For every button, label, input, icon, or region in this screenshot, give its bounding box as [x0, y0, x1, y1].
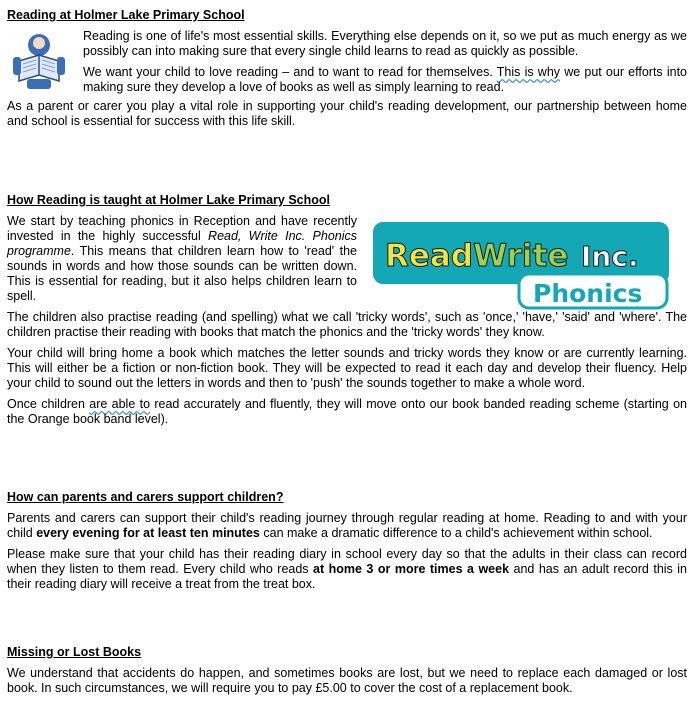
intro-block [7, 29, 687, 101]
text-run: Parents and carers can support their child's reading journey through regular reading at home. Reading to and with your child [7, 511, 687, 540]
text-run-italic: Read, Write Inc. Phonics programme [7, 229, 357, 258]
paragraph [7, 547, 687, 592]
paragraph [83, 65, 687, 95]
child-reading-icon [7, 31, 71, 91]
paragraph: Your child will bring home a book which matches the letter sounds and tricky words they know or are currently learning. This will either be a fiction or non-fiction book. They will be expected to read it each day and develop their fluency. Help your child to sound out the letters in words and then to 'push' the sounds together to make a whole word. [7, 346, 687, 390]
text-run: We want your child to love reading – and to want to read for themselves. [83, 65, 497, 79]
logo-word-phonics: Phonics [533, 279, 643, 308]
text-run-bold: every evening for at least ten minutes [36, 526, 260, 540]
read-write-inc-logo [371, 220, 671, 310]
text-run-underlined: are able to [89, 397, 151, 411]
paragraph: We understand that accidents do happen, and sometimes books are lost, but we need to replace each damaged or lost book. In such circumstances, we will require you to pay £5.00 to cover the cost of a replacement book. [7, 666, 687, 695]
logo-word-write: Write [473, 238, 569, 274]
section-how-reading-is-taught [7, 193, 687, 433]
text-run: read accurately and fluently, they will move onto our book banded reading scheme (starting on the Orange book band level). [7, 397, 687, 426]
logo-word-read: Read [385, 238, 474, 274]
section-heading: Missing or Lost Books [7, 645, 142, 659]
rwi-block [7, 214, 687, 310]
section-reading-at-school [7, 8, 687, 135]
text-run: We start by teaching phonics in Reception and have recently invested in the highly successful [7, 214, 357, 243]
text-run-underlined: This is why [496, 65, 561, 79]
text-run: we put our efforts into making sure they develop a love of books as well as simply learning to read. [83, 65, 687, 94]
text-run: can make a dramatic difference to a child's achievement within school. [259, 526, 653, 540]
text-run: Once children [7, 397, 90, 411]
section-heading: How can parents and carers support children? [7, 490, 284, 504]
section-missing-books [7, 645, 687, 702]
paragraph [7, 511, 687, 541]
paragraph [7, 214, 357, 304]
paragraph: Reading is one of life's most essential skills. Everything else depends on it, so we put as much energy as we possibly can into making sure that every single child learns to read as quickly as possible. [83, 29, 687, 58]
paragraph: As a parent or carer you play a vital role in supporting your child's reading development, our partnership between home and school is essential for success with this life skill. [7, 99, 687, 128]
logo-word-inc: Inc. [581, 240, 639, 273]
section-heading: Reading at Holmer Lake Primary School [7, 8, 245, 22]
text-run: Please make sure that your child has their reading diary in school every day so that the adults in their class can record when they listen to them read. Every child who reads [7, 547, 687, 576]
paragraph: The children also practise reading (and spelling) what we call 'tricky words', such as 'once,' 'have,' 'said' and 'where'. The children practise their reading with books that match the phonics and the 'tricky words' they know. [7, 310, 687, 339]
text-run-bold: at home 3 or more times a week [313, 562, 510, 576]
paragraph [7, 397, 687, 427]
text-run: . This means that children learn how to 'read' the sounds in words and how those sounds can be written down. This is essential for reading, but it also helps children learn to spell. [7, 244, 357, 303]
intro-text [83, 29, 687, 101]
text-run: and has an adult record this in their reading diary will receive a treat from the treat box. [7, 562, 687, 591]
section-parent-support [7, 490, 687, 598]
section-heading: How Reading is taught at Holmer Lake Primary School [7, 193, 330, 207]
